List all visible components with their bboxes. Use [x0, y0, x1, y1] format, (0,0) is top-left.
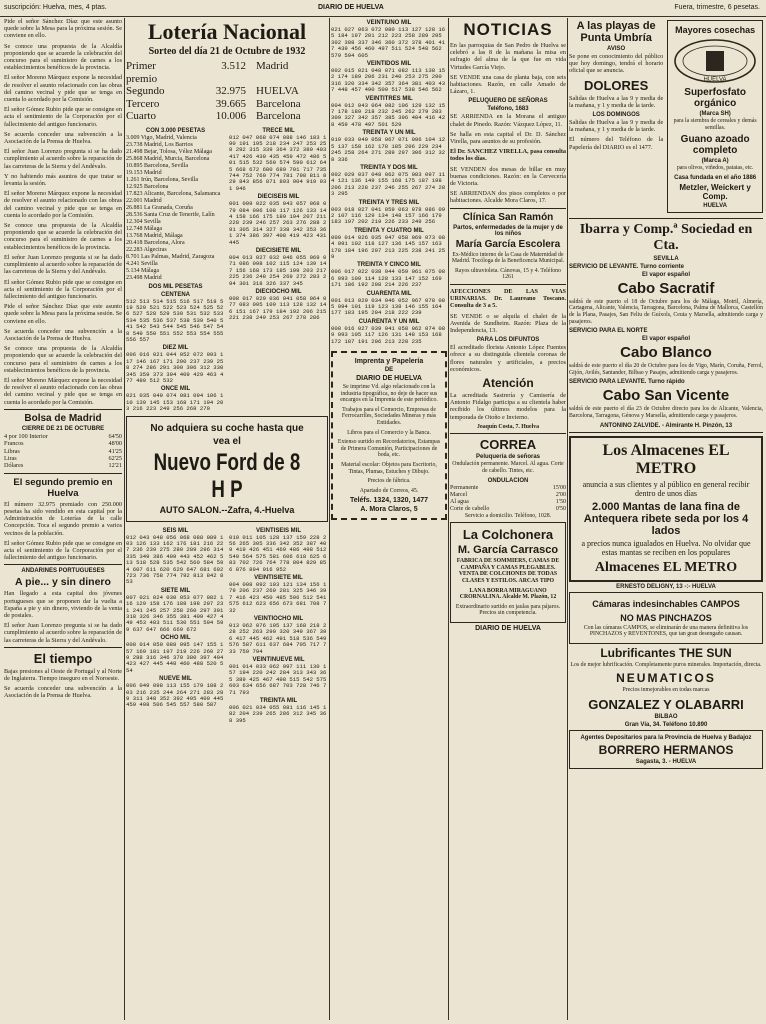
list-heading: VEINTIOCHO MIL	[253, 615, 304, 622]
prize-city: Barcelona	[256, 110, 301, 122]
andarines-title: A pie... y sin dinero	[15, 576, 111, 589]
dolores-text: Salidas de Huelva a las 9 y media de la mañana, y 1 y media de la tarde.	[569, 94, 664, 109]
vicente-text: saldrá de este puerto el día 23 de Octubre directo para los de Alicante, Valencia, Barcelona, Tarragona, Génova y Marsella, admitiendo carga y pasajeros.	[569, 406, 763, 419]
segundo-title: El segundo premio en Huelva	[13, 476, 113, 499]
list-heading: DIECIOCHO MIL	[255, 289, 302, 296]
lottery-prize-row	[126, 60, 328, 85]
prize-number: 10.006	[215, 110, 246, 122]
noticias-title: NOTICIAS	[463, 20, 553, 39]
zalvide-text: ANTONINO ZALVIDE. - Almirante H. Pinzón, 13	[599, 422, 733, 429]
notice-heading: PELUQUERO DE SEÑORAS	[468, 98, 548, 105]
article-paragraph: Se acuerda conceder una subvención a la Asociación de la Prensa de Huelva.	[4, 130, 122, 146]
list-heading: TREINTA Y TRES MIL	[358, 199, 420, 206]
ondulacion-row	[450, 485, 566, 492]
article-paragraph: El señor Juan Lorenzo pregunta si se ha dado cumplimiento al acuerdo sobre la reparación de las carreteras de la Sierra y del Andévalo.	[4, 253, 122, 276]
campos-text: Con las cámaras CAMPOS, se eliminarán de una manera definitiva los PINCHAZOS y REVENTONES, que tan gran desengaño causan.	[583, 624, 749, 638]
prize-list-item: 12.925 Barcelona	[126, 183, 169, 190]
lottery-prizes	[126, 60, 328, 123]
number-block: 004 013 027 032 046 055 069 071 086 098 102 115 124 139 147 156 168 173 185 199 203 217 225 236 248 254 269 272 283 294 301 318 326 337 345	[229, 254, 327, 287]
bolsa-label: 4 por 100 Interior	[4, 432, 48, 440]
prize-number: 32.975	[215, 85, 246, 97]
imprenta-name: DIARIO DE HUELVA	[356, 375, 422, 383]
correa-text: Ondulación permanente. Marcel. Al agua. Corte de cabello. Tintes, etc.	[452, 461, 564, 475]
sup-subtitle: (Marca SH)	[699, 111, 731, 117]
metro-text: anuncia a sus clientes y al público en general recibir dentro de unos días	[582, 479, 750, 498]
notice: SE ARRIENDAN dos pisos completos o por habitaciones. Alcalde Mora Claros, 17.	[450, 190, 566, 205]
bolsa-value: 64'50	[108, 432, 122, 440]
article-paragraph: El señor Moreno Márquez expone la necesidad de resolver el asunto relacionado con las obras del camino vecinal y pide que se tenga en cuenta lo acordado por la Comisión.	[4, 190, 122, 219]
list-heading: TREINTA Y CINCO MIL	[357, 262, 421, 269]
guano-title: Guano azoado completo	[680, 134, 750, 157]
number-block: 512 513 514 515 516 517 518 519 520 521 522 523 524 525 526 527 528 529 530 531 532 533 534 535 536 537 538 539 540 541 542 543 544 545 546 547 548 549 550 551 552 553 554 555 556 557	[126, 297, 224, 343]
ondulacion-label: Corte de cabello	[450, 505, 490, 512]
imprenta-line: Extenso surtido en Recordatorios, Estampas de Primera Comunión, Participaciones de boda, etc.	[337, 439, 441, 459]
dolores-title: DOLORES	[583, 77, 649, 93]
notice-heading: PARA LOS DIFUNTOS	[476, 337, 540, 344]
telefono-text: El número del Teléfono de la Papelería del DIARIO es el 1477.	[569, 136, 664, 151]
prize-list-item: 12.304 Sevilla	[126, 218, 161, 225]
number-block: 009 014 026 035 047 058 069 073 084 091 102 118 127 136 145 157 163 178 184 196 207 213 225 238 241 259	[331, 233, 446, 260]
borrero-title: BORRERO HERMANOS	[598, 742, 734, 757]
article-paragraph: Se acuerda conceder una subvención a la Asociación de la Prensa de Huelva.	[4, 327, 122, 342]
colchonera-ad	[450, 522, 566, 623]
number-block: 003 018 027 041 059 063 078 086 092 107 116 129 134 148 157 166 179 183 197 202 219 226 233 249 256	[331, 205, 446, 226]
list-heading: ONCE MIL	[160, 386, 191, 393]
number-block: 021 027 063 072 080 113 127 128 165 184 197 201 212 223 258 289 295 302 308 337 346 360 372 378 401 417 439 456 460 497 511 524 548 562 579 594 605	[331, 26, 446, 59]
prize-list-item: 22.283 Algeciras	[126, 246, 167, 253]
notice: SE VENDE o se alquila el chalet de la Avenida de Sundheim. Razón: Plaza de la Independencia, 13.	[450, 312, 566, 335]
column-rule	[329, 18, 330, 1020]
column-news	[4, 18, 122, 1020]
notice: El Dr. SANCHEZ VIRELLA, pasa consulta todos los días.	[450, 148, 566, 163]
ramon-subtitle: Partos, enfermedades de la mujer y de los niños	[453, 224, 563, 237]
ramon-title: Clínica San Ramón	[462, 211, 554, 223]
borrero-address: Sagasta, 3. - HUELVA	[635, 758, 697, 765]
ondulacion-row	[450, 492, 566, 499]
article-paragraph: Pide el señor Sánchez Díaz que este asunto quede sobre la Mesa para la próxima sesión. Se conviene en ello.	[4, 18, 122, 40]
notice: Joaquín Costa, 7. Huelva	[476, 423, 539, 430]
article-paragraph: Pide el señor Sánchez Díaz que este asunto quede sobre la Mesa para la próxima sesión. Se conviene en ello.	[4, 303, 122, 325]
list-heading: TRECE MIL	[262, 127, 295, 134]
bolsa-row	[4, 440, 122, 447]
notice: SE VENDEN dos mesas de billar en muy buenas condiciones. Razón: en la Cervecería de Victoria.	[450, 165, 566, 188]
number-block: 006 017 022 038 044 059 061 075 086 093 109 114 128 133 147 152 169 171 186 192 208 214 226 237	[331, 268, 446, 289]
list-heading: CUARENTA MIL	[366, 290, 412, 297]
metro-ad	[569, 436, 763, 582]
imprenta-line: Apartado de Correos, 45.	[359, 487, 419, 494]
prize-list-item: 23.498 Madrid	[126, 274, 162, 281]
correa-title: CORREA	[479, 437, 537, 453]
bolsa-table	[4, 433, 122, 470]
vapor-label: El vapor español	[641, 336, 690, 343]
lottery-prize-row	[126, 85, 328, 98]
gonzalez-city: BILBAO	[654, 713, 678, 720]
list-heading: CENTENA	[160, 291, 190, 298]
prize-name: Cuarto	[126, 110, 156, 122]
ondulacion-value: 2'00	[555, 491, 566, 498]
article-paragraph: Se conoce una propuesta de la Alcaldía proponiendo que se acuerde la celebración del concurso para el suministro de carnes a los establecimientos benéficos de la provincia.	[4, 222, 122, 251]
campos-ad	[569, 592, 763, 644]
norte-heading: SERVICIO PARA EL NORTE	[569, 328, 648, 335]
notice-heading: Teléfono, 1683	[487, 106, 529, 113]
number-block: 001 014 033 062 097 111 130 157 194 220 242 284 313 343 365 389 425 467 498 515 542 575 603 634 656 687 703 728 746 771 793	[229, 663, 327, 696]
colchonera-text: FABRICA DE SOMMIERS, CAMAS DE CAMPAÑA Y CAMAS PLEGABLES. VENTA DE COLCHONES DE TODAS CLASES Y ESTILOS. ARCAS TIPO	[456, 558, 560, 585]
bolsa-title: Bolsa de Madrid	[24, 412, 102, 424]
domicilio-text: Servicio a domicilio. Teléfono, 1028.	[464, 512, 552, 519]
andarines-text: Han llegado a esta capital dos jóvenes portugueses que se proponen dar la vuelta a España a pie y sin dinero, viviendo de la venta de postales.	[4, 590, 122, 620]
prize-number: 39.665	[215, 97, 246, 110]
sacratif-text: saldrá de este puerto el 18 de Octubre para los de Málaga, Motril, Almería, Cartagena, Alicante, Valencia, Tarragona, Barcelona, Palma de Mallorca, Castellón de la Plana, Pasajes, San Feliu de Guíxols, Ceuta y Marsella, admitiendo carga y pasajeros.	[569, 298, 763, 325]
number-block: 012 047 068 074 088 146 183 190 191 195 218 234 247 253 258 292 315 339 364 372 389 403 417 426 430 435 459 472 486 501 515 532 560 574 590 612 645 668 672 680 689 701 717 735 744 752 760 774 781 798 811 829 843 856 871 893 904 919 931 946	[229, 133, 327, 192]
prize-list-item: 28.536 Santa Cruz de Tenerife, Lalín	[126, 211, 215, 218]
tiempo-text: Se acuerda conceder una subvención a la Asociación de la Prensa de Huelva.	[4, 685, 122, 700]
number-block: 008 017 029 036 041 058 064 077 083 095 109 113 128 132 146 151 167 179 184 192 206 215 221 238 249 253 267 278 286	[229, 295, 327, 322]
prize-list-item: 1.261 Irún, Barcelona, Sevilla	[126, 176, 198, 183]
notice: SE VENDE una casa de planta baja, con seis habitaciones. Razón, en calle Amado de Lázaro, 1.	[450, 73, 566, 96]
sacratif-title: Cabo Sacratif	[617, 279, 715, 297]
sun-text: Los de mejor lubrificación. Completamente puros minerales. Importación, directa.	[570, 661, 762, 668]
imprenta-line: Se imprime Vd. algo relacionado con la industria tipográfica, no deje de hacer sus encargos en la Imprenta de este periódico.	[340, 384, 438, 404]
number-block: 006 021 034 055 081 116 145 182 204 239 265 286 312 345 368 395	[229, 704, 327, 724]
prize-list-item: 20.418 Barcelona, Alora	[126, 239, 185, 246]
metro-footer: Almacenes EL METRO	[594, 559, 738, 575]
imprenta-line: Libros para el Comercio y la Banca.	[347, 429, 431, 436]
lottery-prize-row	[126, 110, 328, 123]
number-block: 002 029 037 048 062 075 083 097 114 121 136 149 155 168 175 187 198 206 213 228 237 246 255 267 274 283 295	[331, 170, 446, 198]
lottery-title: Lotería Nacional	[147, 19, 307, 44]
metzler-name: Metzler, Weickert y Comp.	[679, 182, 751, 201]
neumaticos-title: NEUMATICOS	[616, 671, 716, 686]
column-noticias	[450, 18, 566, 1020]
list-heading: TREINTA Y UN MIL	[362, 130, 416, 137]
article-paragraph: Y no habiendo más asuntos de que tratar se levanta la sesión.	[4, 172, 122, 188]
ford-title: Nuevo Ford de 8 H P	[153, 448, 301, 503]
blanco-text: saldrá de este puerto el día 20 de Octubre para los de Vigo, Marín, Coruña, Ferrol, Gijón, Avilés, Santander, Bilbao y Pasajes, admitiendo carga y pasajeros.	[569, 363, 763, 376]
segundo-text: El número 32.975 premiado con 250.000 pesetas ha sido vendido en esta capital por la Administración de Loterías de la calle Concepción. Toca el segundo premio a varios vecinos de la población.	[4, 500, 122, 537]
number-block: 019 033 040 058 067 071 096 104 125 137 158 162 178 185 206 229 234 245 258 264 271 289 297 306 312 328 336	[331, 136, 446, 163]
colchonera-name: M. García Carrasco	[457, 544, 559, 557]
number-block: 007 021 024 030 053 077 082 116 129 158 176 188 198 207 231 241 245 257 258 260 297 301 318 326 346 355 381 409 427 449 453 483 511 530 551 594 599 637 647 666 669 672	[126, 593, 224, 633]
number-block: 010 011 105 128 137 159 228 256 265 305 336 342 352 387 409 419 426 451 469 486 498 512 540 564 575 581 606 618 625 683 702 726 764 778 804 829 856 876 894 916 952	[229, 533, 327, 573]
number-block: 002 015 021 048 071 082 113 138 152 174 189 206 231 240 253 275 290 316 320 334 342 357 364 381 403 437 448 457 490 509 517 538 546 562	[331, 67, 446, 94]
ford-line1: No adquiera su coche hasta que	[150, 422, 304, 434]
column-rule	[448, 18, 449, 1020]
notice: La acreditada Sastrería y Camisería de Antonio Fidalgo participa a su clientela haber recibido los últimos modelos para la temporada de Otoño e Invierno.	[450, 392, 566, 421]
prize-list-item: 26.881 La Granada, Coruña	[126, 204, 193, 211]
bolsa-value: 12'21	[108, 462, 122, 470]
gonzalez-title: GONZALEZ Y OLABARRI	[588, 696, 744, 712]
ondulacion-label: Permanente	[450, 484, 479, 491]
column-ads	[569, 18, 763, 1020]
masthead-center: DIARIO DE HUELVA	[318, 4, 384, 11]
list-heading: NUEVE MIL	[159, 676, 192, 683]
maria-title: María García Escolera	[455, 238, 561, 250]
campos-subtitle: NO MAS PINCHAZOS	[620, 612, 712, 623]
ondulacion-value: 0'50	[555, 505, 566, 512]
mayores-title: Mayores cosechas	[675, 25, 756, 35]
number-block: 008 016 027 039 041 058 062 074 089 093 105 117 126 131 148 153 168 172 187 191 206 213 228 235	[331, 324, 446, 345]
metro-mantas: 2.000 Mantas de lana fina de Antequera ribete seda por los 4 lados	[583, 500, 749, 537]
number-block: 001 009 022 035 043 057 068 079 084 096 108 117 126 133 144 158 166 175 189 194 207 211 228 239 246 257 263 276 288 291 305 314 327 338 342 353 361 374 386 397 408 419 423 431 445	[229, 200, 327, 246]
list-heading: OCHO MIL	[160, 635, 191, 642]
ondulacion-heading: ONDULACION	[487, 477, 529, 484]
campos-title: Cámaras indesinchables CAMPOS	[592, 598, 740, 609]
ondulacion-row	[450, 499, 566, 506]
tiempo-title: El tiempo	[33, 650, 93, 666]
prize-list-item: 12.748 Málaga	[126, 225, 162, 232]
aviso-heading: AVISO	[607, 46, 626, 52]
neumaticos-text: Precios inmejorables en todas marcas	[622, 687, 710, 694]
bolsa-label: Dólares	[4, 462, 24, 470]
bolsa-value: 62'25	[108, 454, 122, 462]
notice: En las parroquias de San Pedro de Huelva se celebró a las 8 de la mañana la misa en sufragio del alma de la que fue en vida Virtudes García Viejo.	[450, 42, 566, 71]
bolsa-subtitle: CIERRE DE 21 DE OCTUBRE	[21, 425, 105, 432]
number-block: 013 062 076 105 137 168 218 228 252 263 290 320 349 367 396 417 445 462 491 518 536 549 576 587 611 637 684 705 717 733 759 794	[229, 621, 327, 655]
ondulacion-value: 15'00	[552, 484, 566, 491]
colchonera-extra: Extraordinario surtido en jaulas para pájaros. Precios sin competencia.	[455, 603, 561, 617]
article-paragraph: Se conoce una propuesta de la Alcaldía proponiendo que se acuerde la celebración del concurso para el suministro de carnes a los establecimientos benéficos de la provincia.	[4, 42, 122, 72]
notice: SE ARRIENDA en la Morana el antiguo chalet de Pinedo. Razón: Vázquez López, 11.	[450, 113, 566, 128]
prize-list-item: 3.009 Vigo, Madrid, Valencia	[126, 134, 197, 141]
article-paragraph: El señor Gómez Rubio pide que se consigne en acta el sentimiento de la Corporación por el fallecimiento del antiguo funcionario.	[4, 106, 122, 128]
list-heading: TREINTA MIL	[259, 698, 298, 705]
list-heading: DIECISIETE MIL	[255, 248, 302, 254]
levante-heading: SERVICIO DE LEVANTE. Turno corriente	[569, 263, 685, 270]
ondulacion-label: Al agua	[450, 498, 469, 505]
masthead-right: Fuera, trimestre, 6 pesetas.	[674, 4, 760, 11]
prize-list-item: 13.768 Madrid, Málaga	[126, 232, 183, 239]
playas-title: A las playas de Punta Umbría	[576, 20, 656, 44]
vapor-label: El vapor español	[641, 271, 690, 278]
list-heading: TREINTA Y DOS MIL	[360, 164, 418, 171]
bolsa-row	[4, 462, 122, 469]
ford-line2: vea el	[213, 435, 241, 447]
maria-address: Rayos ultravioleta. Cánovas, 15 y 4. Teléfono 1261	[455, 267, 561, 281]
prize-city: HUELVA	[256, 85, 299, 97]
guano-text: para olivos, viñedos, patatas, etc.	[676, 165, 754, 172]
sup-text: para la siembra de cereales y demás semillas.	[673, 118, 757, 131]
prize-city: Barcelona	[256, 97, 301, 110]
prize-list	[126, 135, 225, 282]
ondulacion-value: 1'50	[555, 498, 566, 505]
prize-list-item: 21.498 Bejar, Tolosa, Vélez Málaga	[126, 148, 212, 155]
seal-huelva-label: HUELVA	[703, 77, 727, 83]
domingos-heading: LOS DOMINGOS	[592, 112, 640, 119]
list-heading: CUARENTA Y UN MIL	[358, 318, 420, 325]
masthead-left: suscripción: Huelva, mes, 4 ptas.	[4, 4, 107, 11]
article-paragraph: El señor Moreno Márquez expone la necesidad de resolver el asunto relacionado con las obras del camino vecinal y pide que se tenga en cuenta lo acordado por la Comisión.	[4, 376, 122, 406]
imprenta-sub: DE	[384, 367, 394, 374]
imprenta-line: Precios de fábrica.	[367, 478, 411, 485]
segundo-text: El señor Gómez Rubio pide que se consigne en acta el sentimiento de la Corporación por el fallecimiento del antiguo funcionario.	[4, 539, 122, 562]
prize-list-item: 5.134 Málaga	[126, 267, 159, 274]
andarines-text: El señor Juan Lorenzo pregunta si se ha dado cumplimiento al acuerdo sobre la reparación de las carreteras de la Sierra y del Andévalo.	[4, 622, 122, 644]
notice: Se halla en esta capital el Dr. D. Sánchez Virella, para asuntos de su profesión.	[450, 130, 566, 146]
article-paragraph: El señor Juan Lorenzo pregunta si se ha dado cumplimiento al acuerdo sobre la reparación de las carreteras de la Sierra y del Andévalo.	[4, 148, 122, 170]
prize-list-item: 23.738 Madrid, Los Barrios	[126, 141, 193, 148]
playas-text: Se pone en conocimiento del público que hoy domingo, tendrá el horario oficial que se anuncia.	[569, 53, 664, 75]
colchonera-title: La Colchonera	[462, 527, 554, 543]
metzler-city: HUELVA	[703, 202, 728, 209]
imprenta-line: Trabajos para el Comercio, Empresas de Ferrocarriles, Sociedades Mineras y más Entidades.	[341, 406, 437, 426]
prize-list-item: 25.868 Madrid, Murcia, Barcelona	[126, 155, 210, 162]
tiempo-text: Bajas presiones al Oeste de Portugal y al Norte de Inglaterra. Tiempo inseguro en el Noroeste.	[4, 667, 122, 683]
levante2-heading: SERVICIO PARA LEVANTE. Turno rápido	[569, 379, 685, 386]
seal-logo-icon	[670, 37, 760, 85]
number-block: 021 035 049 074 081 094 106 110 139 145 153 168 171 194 203 216 223 249 256 268 279	[126, 392, 224, 410]
maria-text: Ex-Médico interno de la Casa de Maternidad de Madrid. Tocóloga de la Beneficencia Municipal.	[451, 251, 565, 265]
list-heading: VEINTITRES MIL	[365, 95, 413, 102]
ondulacion-prices	[450, 485, 566, 513]
borrero-subtitle: Agentes Depositarios para la Provincia de Huelva y Badajoz	[580, 734, 752, 741]
prize-name: Primer premio	[126, 60, 158, 85]
domingos-text: Salidas de Huelva a las 9 y media de la mañana, y 1 y media de la tarde.	[569, 119, 664, 134]
ibarra-city: SEVILLA	[653, 255, 679, 262]
list-heading: SEIS MIL	[162, 527, 189, 534]
lottery-prize-row	[126, 98, 328, 111]
vicente-title: Cabo San Vicente	[602, 387, 730, 405]
deligny-text: ERNESTO DELIGNY, 13 -:- HUELVA	[616, 583, 716, 590]
column-rule	[567, 18, 568, 1020]
prize-list-item: 17.823 Alicante, Barcelona, Salamanca	[126, 190, 221, 197]
imprenta-ad	[331, 351, 447, 520]
bolsa-row	[4, 455, 122, 462]
colchonera-address: LANA BORRA MIRAGUANO CRORNALINA. Alcalde M. Plazón, 12	[459, 587, 557, 601]
prize-list-item: 22.001 Madrid	[126, 197, 162, 204]
number-block: 001 013 029 034 046 052 067 078 085 094 101 119 123 138 146 155 164 177 183 195 204 218 222 239	[331, 296, 446, 317]
prize-name: Segundo	[126, 85, 165, 97]
notice: El acreditado florista Antonio López Fuentes ofrece a su distinguida clientela coronas de flores naturales y artificiales, a precios económicos.	[450, 344, 566, 373]
casa-text: Casa fundada en el año 1886	[674, 174, 757, 181]
bolsa-row	[4, 433, 122, 440]
list-heading: DIECISEIS MIL	[257, 194, 300, 201]
list-heading: VEINTIUNO MIL	[366, 20, 412, 26]
correa-subtitle: Peluquería de señoras	[475, 454, 541, 461]
list-heading: SIETE MIL	[160, 587, 191, 594]
article-paragraph: El señor Gómez Rubio pide que se consigne en acta el sentimiento de la Corporación por el fallecimiento del antiguo funcionario.	[4, 278, 122, 300]
ondulacion-label: Marcel	[450, 491, 467, 498]
imprenta-phones: Teléfs. 1324, 1320, 1477	[349, 497, 429, 505]
gonzalez-address: Gran Vía, 34. Teléfono 10.890	[624, 721, 708, 728]
metro-title: Los Almacenes EL METRO	[602, 441, 730, 477]
diario-footer: DIARIO DE HUELVA	[475, 625, 541, 632]
list-heading: DIEZ MIL	[162, 345, 189, 352]
prize-list-item: 10.895 Barcelona, Sevilla	[126, 162, 188, 169]
article-paragraph: El señor Moreno Márquez expone la necesidad de resolver el asunto relacionado con las obras del camino vecinal y pide que se tenga en cuenta lo acordado por la Comisión.	[4, 74, 122, 104]
guano-subtitle: (Marca A)	[701, 158, 729, 165]
bolsa-label: Libras	[4, 447, 20, 455]
article-paragraph: Se conoce una propuesta de la Alcaldía proponiendo que se acuerde la celebración del concurso para el suministro de carnes a los establecimientos benéficos de la provincia.	[4, 345, 122, 374]
bolsa-label: Liras	[4, 454, 17, 462]
column-lottery-continued	[331, 18, 447, 1020]
bolsa-label: Francos	[4, 440, 24, 448]
ford-ad	[126, 416, 328, 522]
prize-city: Madrid	[256, 60, 289, 72]
number-block: 006 016 021 044 052 072 093 117 146 167 171 200 237 239 258 274 286 291 300 306 312 330 345 359 373 394 409 429 463 477 480 512 532	[126, 351, 224, 384]
sup-title: Superfosfato orgánico	[684, 87, 746, 109]
imprenta-title: Imprenta y Papelería	[354, 358, 424, 366]
list-heading: CON 3.000 PESETAS	[145, 127, 206, 134]
notice: AFECCIONES DE LAS VIAS URINARIAS. Dr. Laureano Toscano. Consulta de 3 a 5.	[450, 288, 566, 310]
column-lottery	[126, 18, 328, 1020]
ibarra-title: Ibarra y Comp.ª Sociedad en Cta.	[579, 221, 753, 253]
number-block: 004 008 092 103 121 134 156 179 206 237 269 281 325 346 397 416 423 450 485 506 512 541 575 612 623 656 673 681 708 732	[229, 580, 327, 614]
list-heading: VEINTISIETE MIL	[254, 574, 303, 581]
imprenta-address: A. Mora Claros, 5	[360, 506, 418, 514]
prize-name: Tercero	[126, 97, 160, 110]
prize-list-item: 19.153 Madrid	[126, 169, 162, 176]
bolsa-row	[4, 448, 122, 455]
number-block: 008 014 050 088 095 147 155 157 169 181 197 219 226 260 279 288 316 346 379 380 397 404 423 427 445 448 460 488 520 554	[126, 641, 224, 674]
number-block: 004 012 043 064 082 106 129 132 157 178 189 218 232 245 262 279 283 309 327 342 357 385 396 404 416 428 459 478 497 501 529	[331, 101, 446, 128]
list-heading: DOS MIL PESETAS	[148, 283, 203, 290]
column-rule	[124, 18, 125, 1020]
andarines-kicker: ANDARINES PORTUGUESES	[21, 568, 105, 575]
atencion-title: Atención	[482, 376, 534, 391]
list-heading: VEINTISEIS MIL	[255, 527, 301, 534]
number-block: 012 043 048 056 068 088 089 103 126 133 162 176 181 216 227 236 239 275 280 289 296 314 335 349 386 409 443 452 462 513 518 528 535 542 560 584 594 607 611 620 629 647 681 692 723 736 758 774 792 813 842 853	[126, 533, 224, 586]
prize-list-item: 8.701 Las Palmas, Madrid, Zaragoza	[126, 253, 215, 260]
ondulacion-row	[450, 506, 566, 513]
ford-address: AUTO SALON.--Zafra, 4.-Huelva	[159, 504, 295, 515]
bolsa-value: 48'00	[108, 440, 122, 448]
blanco-title: Cabo Blanco	[620, 344, 712, 362]
lottery-subtitle: Sorteo del día 21 de Octubre de 1932	[148, 46, 306, 57]
sun-title: Lubrificantes THE SUN	[600, 645, 732, 660]
imprenta-line: Material escolar: Objetos para Escritorio, Tintas, Plumas, Estuches y Dibujo.	[341, 461, 437, 475]
list-heading: VEINTINUEVE MIL	[252, 657, 305, 663]
prize-number: 3.512	[221, 60, 246, 72]
borrero-ad	[569, 730, 763, 769]
masthead	[0, 0, 766, 17]
bolsa-value: 41'25	[108, 447, 122, 455]
prize-list-item: 4.241 Sevilla	[126, 260, 158, 267]
list-heading: VEINTIDOS MIL	[366, 61, 412, 68]
metro-text2: a precios nunca igualados en Huelva. No olvidar que estas mantas se reciben en los populares	[581, 538, 751, 557]
imprenta-lines	[336, 384, 442, 494]
number-block: 006 049 098 113 155 179 188 203 216 235 244 264 271 283 289 311 348 352 392 405 409 445 459 498 506 545 557 580 587	[126, 682, 224, 709]
list-heading: TREINTA Y CUATRO MIL	[354, 227, 424, 234]
